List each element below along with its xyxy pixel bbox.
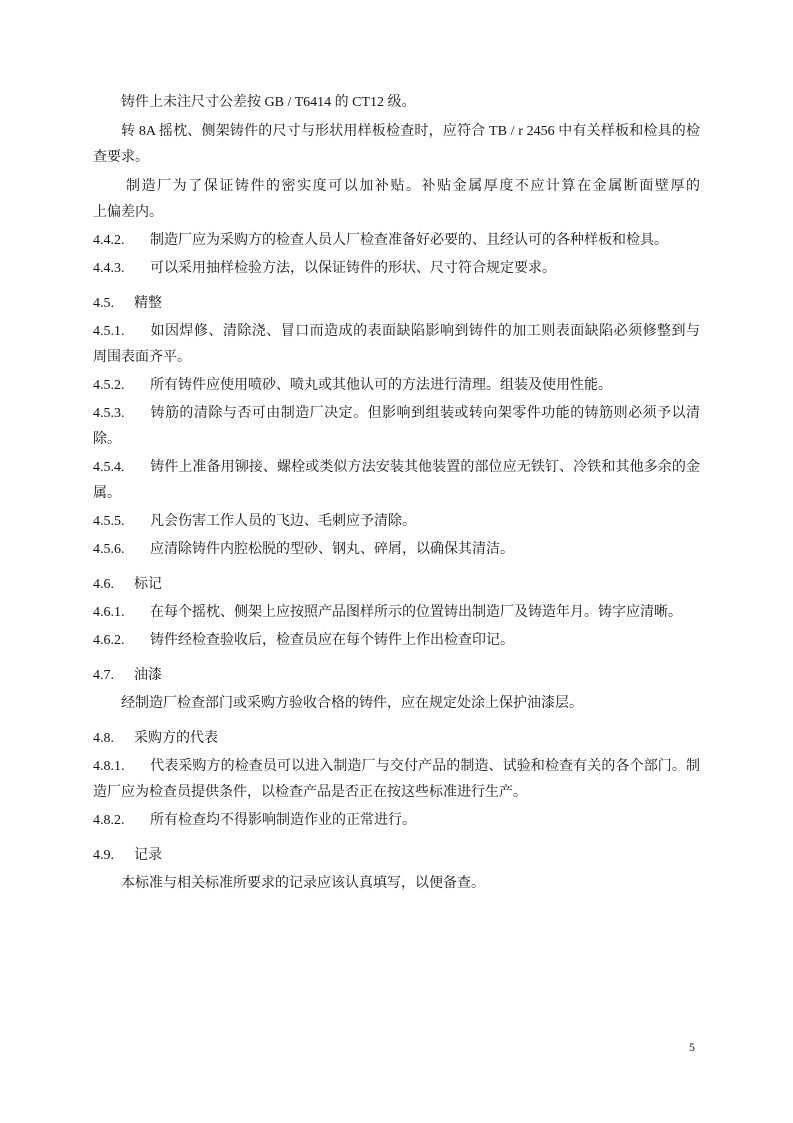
clause-4-5-1 <box>93 319 700 371</box>
clause-number: 4.5.6. <box>93 542 125 557</box>
clause-number: 4.5.2. <box>93 378 125 393</box>
clause-line <box>93 373 700 399</box>
clause-line <box>93 600 700 626</box>
clause-4-6-2 <box>93 628 700 654</box>
clause-line: 除。 <box>93 432 121 447</box>
clause-4-5-2 <box>93 373 700 399</box>
paragraph-line: 铸件上未注尺寸公差按 GB / T6414 的 CT12 级。 <box>121 95 416 110</box>
clause-text: 所有检查均不得影响制造作业的正常进行。 <box>150 813 416 828</box>
clause-4-5-6 <box>93 537 700 563</box>
clause-number: 4.5.4. <box>93 460 125 475</box>
paragraph-line: 查要求。 <box>93 150 149 165</box>
clause-line <box>93 754 700 780</box>
clause-text: 铸筋的清除与否可由制造厂决定。但影响到组装或转向架零件功能的铸筋则必须予以清 <box>150 406 700 421</box>
clause-number: 4.5.5. <box>93 514 125 529</box>
page-number: 5 <box>689 1040 695 1054</box>
clause-line: 属。 <box>93 486 121 501</box>
section-heading-4-6 <box>93 572 700 598</box>
section-title: 记录 <box>134 848 162 863</box>
clause-number: 4.6.1. <box>93 605 125 620</box>
clause-number: 4.4.3. <box>93 261 125 276</box>
section-number: 4.8. <box>93 731 114 746</box>
clause-4-5-4 <box>93 455 700 507</box>
clause-text: 凡会伤害工作人员的飞边、毛刺应予清除。 <box>150 514 416 529</box>
paragraph-line: 转 8A 摇枕、侧架铸件的尺寸与形状用样板检查时，应符合 TB / r 2456 中有关样板和检具的检 <box>121 124 700 139</box>
clause-4-5-3 <box>93 401 700 453</box>
section-number: 4.6. <box>93 577 114 592</box>
paragraph-records <box>93 871 700 897</box>
clause-4-8-2 <box>93 808 700 834</box>
clause-number: 4.8.2. <box>93 813 125 828</box>
page-body <box>93 90 700 897</box>
clause-line <box>93 228 700 254</box>
clause-text: 应清除铸件内腔松脱的型砂、钢丸、碎屑，以确保其清洁。 <box>150 542 514 557</box>
section-heading-4-7 <box>93 663 700 689</box>
paragraph-tolerance <box>93 90 700 116</box>
section-title: 油漆 <box>134 668 162 683</box>
clause-number: 4.5.1. <box>93 324 125 339</box>
clause-line <box>93 537 700 563</box>
clause-number: 4.8.1. <box>93 759 125 774</box>
paragraph-line: 上偏差内。 <box>93 205 163 220</box>
clause-number: 4.5.3. <box>93 406 125 421</box>
section-number: 4.7. <box>93 668 114 683</box>
clause-line <box>93 401 700 427</box>
paragraph-line: 制造厂为了保证铸件的密实度可以加补贴。补贴金属厚度不应计算在金属断面壁厚的 <box>126 179 700 194</box>
clause-4-6-1 <box>93 600 700 626</box>
clause-text: 制造厂应为采购方的检查人员人厂检查准备好必要的、且经认可的各种样板和检具。 <box>150 233 668 248</box>
clause-line: 造厂应为检查员提供条件，以检查产品是否正在按这些标准进行生产。 <box>93 785 527 800</box>
clause-line <box>93 509 700 535</box>
paragraph-line: 本标准与相关标准所要求的记录应该认真填写，以便备查。 <box>121 876 485 891</box>
clause-text: 可以采用抽样检验方法，以保证铸件的形状、尺寸符合规定要求。 <box>150 261 556 276</box>
paragraph-template-inspection <box>93 119 700 171</box>
section-number: 4.5. <box>93 296 114 311</box>
section-title: 标记 <box>134 577 162 592</box>
clause-number: 4.6.2. <box>93 633 125 648</box>
paragraph-patch <box>93 174 700 226</box>
clause-4-4-2 <box>93 228 700 254</box>
clause-number: 4.4.2. <box>93 233 125 248</box>
section-heading-4-8 <box>93 726 700 752</box>
clause-line <box>93 808 700 834</box>
clause-text: 代表采购方的检查员可以进入制造厂与交付产品的制造、试验和检查有关的各个部门。制 <box>150 759 700 774</box>
section-number: 4.9. <box>93 848 114 863</box>
paragraph-line: 经制造厂检查部门或采购方验收合格的铸件，应在规定处涂上保护油漆层。 <box>121 696 583 711</box>
clause-text: 在每个摇枕、侧架上应按照产品图样所示的位置铸出制造厂及铸造年月。铸字应清晰。 <box>150 605 682 620</box>
clause-text: 所有铸件应使用喷砂、喷丸或其他认可的方法进行清理。组装及使用性能。 <box>150 378 612 393</box>
section-heading-4-9 <box>93 843 700 869</box>
paragraph-paint <box>93 691 700 717</box>
clause-line <box>93 319 700 345</box>
clause-4-5-5 <box>93 509 700 535</box>
clause-line <box>93 628 700 654</box>
section-heading-4-5 <box>93 291 700 317</box>
clause-line: 周围表面齐平。 <box>93 350 191 365</box>
clause-4-4-3 <box>93 256 700 282</box>
clause-text: 铸件上准备用铆接、螺栓或类似方法安装其他装置的部位应无铁钉、冷铁和其他多余的金 <box>150 460 700 475</box>
clause-text: 如因焊修、清除浇、冒口而造成的表面缺陷影响到铸件的加工则表面缺陷必须修整到与 <box>150 324 700 339</box>
clause-4-8-1 <box>93 754 700 806</box>
clause-line <box>93 256 700 282</box>
clause-line <box>93 455 700 481</box>
section-title: 采购方的代表 <box>134 731 218 746</box>
section-title: 精整 <box>134 296 162 311</box>
clause-text: 铸件经检查验收后，检查员应在每个铸件上作出检查印记。 <box>150 633 514 648</box>
